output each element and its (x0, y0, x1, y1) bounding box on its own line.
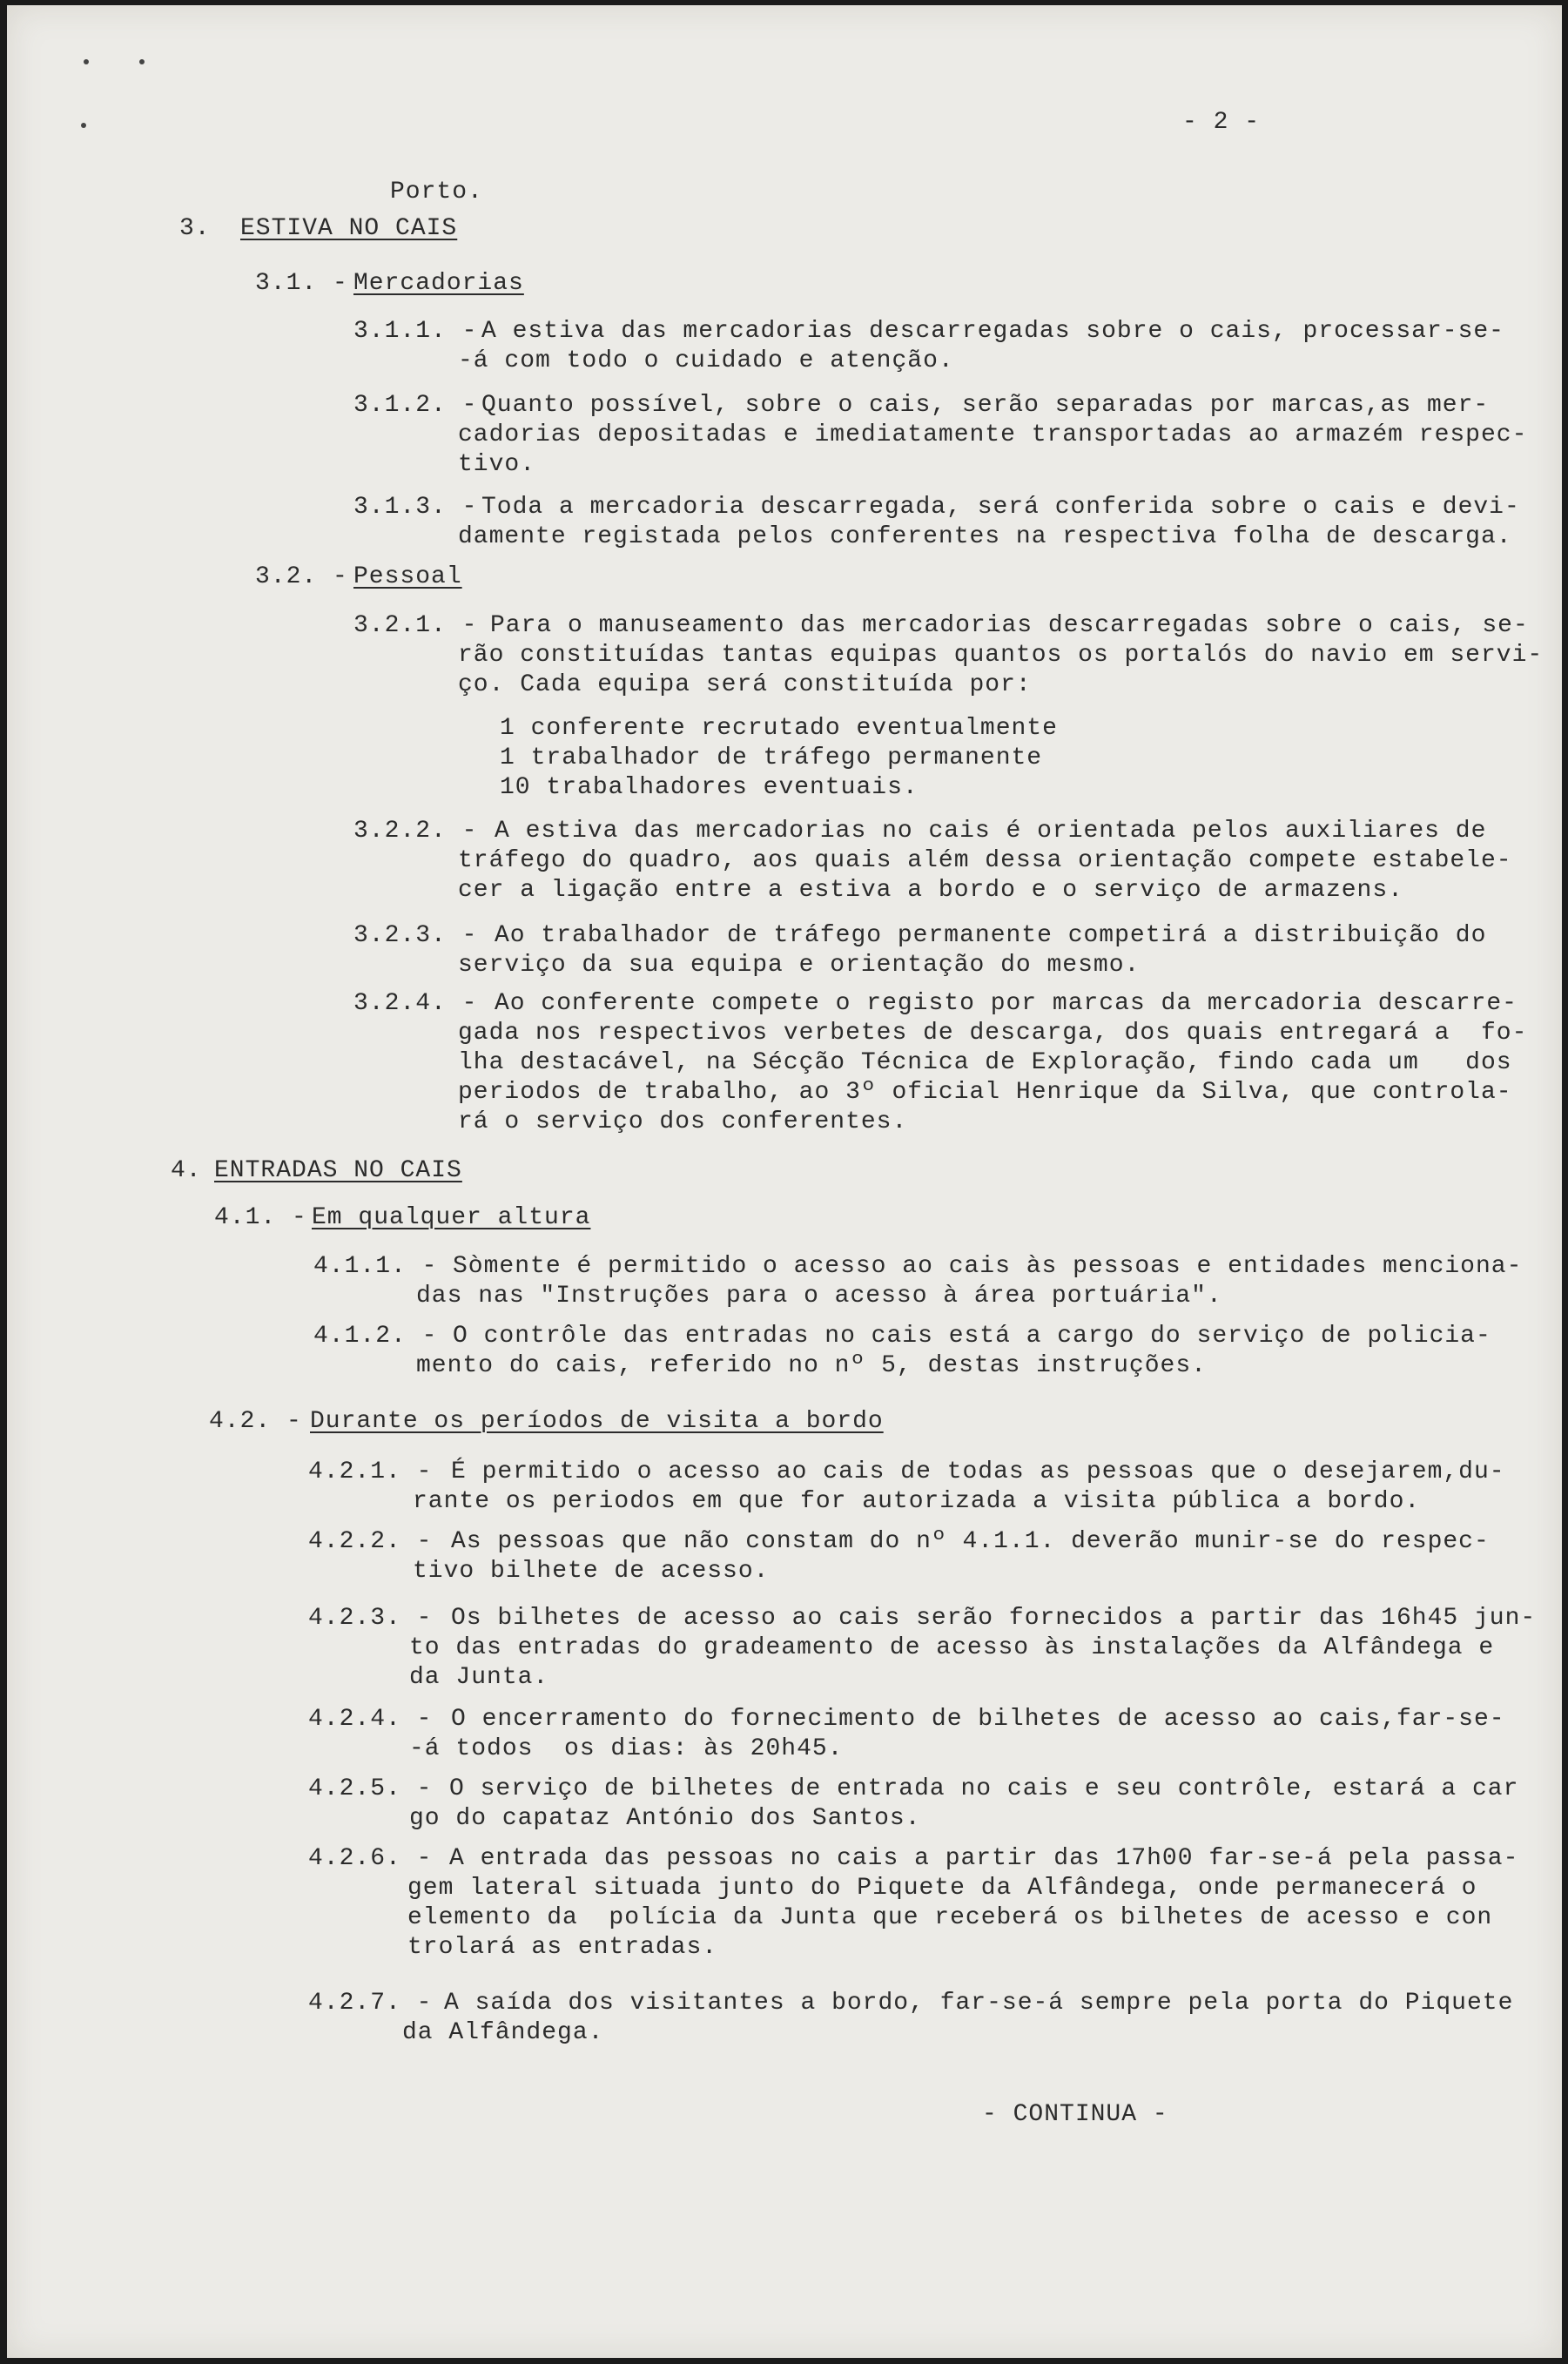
document-page (7, 5, 1562, 2358)
section-number: 4. (171, 1157, 202, 1184)
section-heading: ESTIVA NO CAIS (240, 215, 458, 242)
paragraph-line: Sòmente é permitido o acesso ao cais às pessoas e entidades menciona- (453, 1253, 1523, 1280)
paper-speck (81, 123, 86, 128)
paragraph-line: O encerramento do fornecimento de bilhetes de acesso ao cais,far-se- (451, 1706, 1505, 1733)
paragraph-line: Os bilhetes de acesso ao cais serão fornecidos a partir das 16h45 jun- (451, 1605, 1537, 1632)
paragraph-number: 3.1.2. - (353, 392, 478, 419)
paragraph-line: damente registada pelos conferentes na respectiva folha de descarga. (458, 523, 1512, 550)
paragraph-number: 3.1.1. - (353, 318, 478, 345)
paragraph-line: rá o serviço dos conferentes. (458, 1108, 908, 1135)
paragraph-line: trolará as entradas. (407, 1934, 718, 1961)
subsection-heading: Durante os períodos de visita a bordo (310, 1408, 884, 1435)
paragraph-number: 3.2.4. - (353, 990, 478, 1017)
list-item: 1 conferente recrutado eventualmente (500, 715, 1058, 742)
paragraph-line: lha destacável, na Sécção Técnica de Exploração, findo cada um dos (458, 1049, 1512, 1076)
section-heading: ENTRADAS NO CAIS (214, 1157, 462, 1184)
paragraph-number: 4.2.3. - (308, 1605, 433, 1632)
paragraph-line: gada nos respectivos verbetes de descarga, dos quais entregará a fo- (458, 1020, 1528, 1047)
paragraph-line: elemento da polícia da Junta que receberá os bilhetes de acesso e con (407, 1904, 1493, 1931)
paragraph-line: ço. Cada equipa será constituída por: (458, 671, 1032, 698)
paragraph-line: A estiva das mercadorias no cais é orientada pelos auxiliares de (495, 818, 1487, 845)
paragraph-line: tivo bilhete de acesso. (413, 1558, 770, 1585)
paper-speck (84, 59, 89, 64)
paragraph-line: serviço da sua equipa e orientação do mesmo. (458, 952, 1141, 979)
subsection-number: 4.1. - (214, 1204, 307, 1231)
subsection-heading: Mercadorias (353, 270, 524, 297)
paragraph-line: Quanto possível, sobre o cais, serão separadas por marcas,as mer- (481, 392, 1490, 419)
paragraph-line: da Junta. (409, 1664, 549, 1691)
paragraph-line: da Alfândega. (402, 2019, 604, 2046)
paragraph-line: -á todos os dias: às 20h45. (409, 1735, 844, 1762)
paragraph-line: tivo. (458, 451, 536, 478)
paragraph-number: 4.2.1. - (308, 1458, 433, 1485)
list-item: 1 trabalhador de tráfego permanente (500, 744, 1043, 771)
paragraph-line: É permitido o acesso ao cais de todas as pessoas que o desejarem,du- (451, 1458, 1505, 1485)
subsection-number: 4.2. - (209, 1408, 302, 1435)
paragraph-number: 3.2.1. - (353, 612, 478, 639)
section-number: 3. (179, 215, 211, 242)
paragraph-line: go do capataz António dos Santos. (409, 1805, 921, 1832)
paragraph-line: Toda a mercadoria descarregada, será conferida sobre o cais e devi- (481, 494, 1520, 521)
paragraph-line: cadorias depositadas e imediatamente transportadas ao armazém respec- (458, 421, 1528, 448)
paragraph-line: As pessoas que não constam do nº 4.1.1. deverão munir-se do respec- (451, 1528, 1490, 1555)
paragraph-number: 4.1.2. - (313, 1323, 438, 1350)
paper-speck (139, 59, 145, 64)
paragraph-line: A estiva das mercadorias descarregadas sobre o cais, processar-se- (481, 318, 1504, 345)
paragraph-number: 4.1.1. - (313, 1253, 438, 1280)
continued-footer: - CONTINUA - (982, 2101, 1168, 2128)
paragraph-line: periodos de trabalho, ao 3º oficial Henrique da Silva, que controla- (458, 1079, 1512, 1106)
paragraph-line: A saída dos visitantes a bordo, far-se-á sempre pela porta do Piquete (444, 1990, 1514, 2017)
continuation-text: Porto. (390, 178, 483, 205)
paragraph-number: 4.2.4. - (308, 1706, 433, 1733)
subsection-heading: Em qualquer altura (312, 1204, 591, 1231)
paragraph-line: mento do cais, referido no nº 5, destas instruções. (416, 1352, 1207, 1379)
paragraph-number: 4.2.6. - (308, 1845, 433, 1872)
paragraph-number: 4.2.2. - (308, 1528, 433, 1555)
paragraph-line: das nas "Instruções para o acesso à área portuária". (416, 1283, 1222, 1310)
paragraph-line: O serviço de bilhetes de entrada no cais e seu contrôle, estará a car (449, 1775, 1519, 1802)
paragraph-line: -á com todo o cuidado e atenção. (458, 347, 954, 374)
paragraph-line: gem lateral situada junto do Piquete da Alfândega, onde permanecerá o (407, 1875, 1477, 1902)
paragraph-line: A entrada das pessoas no cais a partir das 17h00 far-se-á pela passa- (449, 1845, 1519, 1872)
page-number: - 2 - (1182, 109, 1261, 136)
paragraph-number: 3.2.2. - (353, 818, 478, 845)
paragraph-line: O contrôle das entradas no cais está a cargo do serviço de policia- (453, 1323, 1491, 1350)
subsection-number: 3.1. - (255, 270, 348, 297)
paragraph-line: rão constituídas tantas equipas quantos os portalós do navio em servi- (458, 642, 1544, 669)
subsection-number: 3.2. - (255, 563, 348, 590)
paragraph-number: 4.2.7. - (308, 1990, 433, 2017)
paragraph-line: Ao conferente compete o registo por marcas da mercadoria descarre- (495, 990, 1518, 1017)
paragraph-number: 4.2.5. - (308, 1775, 433, 1802)
paragraph-line: rante os periodos em que for autorizada a visita pública a bordo. (413, 1488, 1421, 1515)
paragraph-line: Ao trabalhador de tráfego permanente competirá a distribuição do (495, 922, 1487, 949)
paragraph-line: tráfego do quadro, aos quais além dessa orientação compete estabele- (458, 847, 1512, 874)
list-item: 10 trabalhadores eventuais. (500, 774, 919, 801)
paragraph-line: cer a ligação entre a estiva a bordo e o serviço de armazens. (458, 877, 1403, 904)
subsection-heading: Pessoal (353, 563, 462, 590)
paragraph-number: 3.2.3. - (353, 922, 478, 949)
paragraph-number: 3.1.3. - (353, 494, 478, 521)
paragraph-line: to das entradas do gradeamento de acesso às instalações da Alfândega e (409, 1634, 1495, 1661)
paragraph-line: Para o manuseamento das mercadorias descarregadas sobre o cais, se- (490, 612, 1529, 639)
